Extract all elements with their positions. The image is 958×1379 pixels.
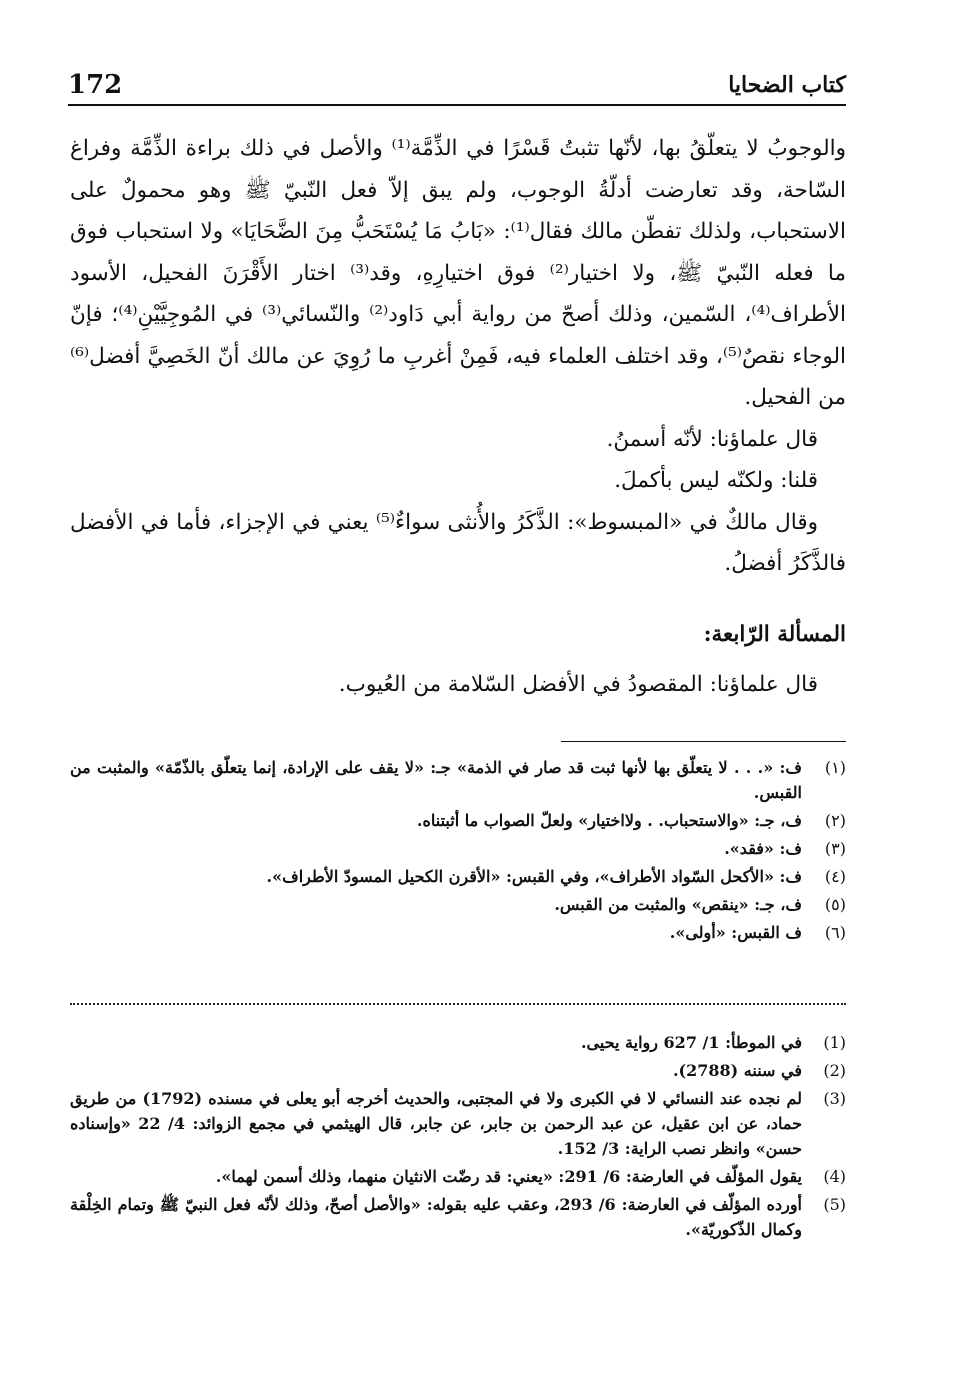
paragraph-1: والوجوبُ لا يتعلّقُ بها، لأنّها تثبتُ قَسْرًا في الذِّمَّة⁽¹⁾ والأصل في ذلك براءة الذِّمَّة وفراغ السّاحة، وقد تعارضت أدلّةُ الوجوب، ولم يبق إلاّ فعل النّبيّ ﷺ وهو محمولٌ على الاستحباب، ولذلك تفطّن مالك فقال⁽¹⁾: «بَابُ مَا يُسْتَحَبُّ مِنَ الضَّحَايَا» ولا استحباب فوق ما فعله النّبيّ ﷺ، ولا اختيار⁽²⁾ فوق اختيارِهِ، وقد⁽³⁾ اختار الأَقْرَنَ الفحيل، الأسود الأطراف⁽⁴⁾، السّمين، وذلك أصحّ من رواية أبي دَاود⁽²⁾ والنّسائي⁽³⁾ في المُوجِيَّيْنِ⁽⁴⁾؛ فإنّ الوجاء نقصٌ⁽⁵⁾، وقد اختلف العلماء فيه، فَمِنْ أغربِ ما رُوِيَ عن مالك أنّ الخَصِيَّ أفضل⁽⁶⁾ من الفحيل. xyxy=(70,136,846,410)
note-number: (٢) xyxy=(824,811,846,830)
variant-note xyxy=(70,808,846,833)
note-text: ف القبس: «أولى». xyxy=(669,923,802,942)
running-title: كتاب الضحايا xyxy=(728,72,846,98)
dotted-separator xyxy=(70,1003,846,1005)
note-number: (٦) xyxy=(824,923,846,942)
variant-notes xyxy=(70,755,846,948)
source-notes xyxy=(70,1030,846,1245)
note-number: (3) xyxy=(823,1089,846,1108)
note-text: ف: «فقد». xyxy=(724,839,802,858)
note-text: يقول المؤلّف في العارضة: 6/ 291: «يعني: قد رضّت الانثيان منهما، وذلك أسمن لهما». xyxy=(215,1167,802,1186)
variant-note xyxy=(70,920,846,945)
note-number: (5) xyxy=(823,1195,846,1214)
main-text xyxy=(70,128,846,585)
note-number: (١) xyxy=(824,758,846,777)
note-text: ف: «. . . لا يتعلّق بها لأنها ثبت قد صار في الذمة» جـ: «لا يقف على الإرادة، إنما يتعلّق بالذّمّة» والمثبت من القبس. xyxy=(70,758,803,802)
source-note xyxy=(70,1058,846,1083)
note-text: في الموطأ: 1/ 627 رواية يحيى. xyxy=(580,1033,802,1052)
header-rule xyxy=(68,104,846,106)
note-number: (4) xyxy=(823,1167,846,1186)
note-text: ف، جـ: «والاستحباب. . ولااختيار» ولعلّ الصواب ما أثبتناه. xyxy=(416,811,802,830)
source-note xyxy=(70,1030,846,1055)
note-number: (٤) xyxy=(824,867,846,886)
note-text: لم نجده عند النسائي لا في الكبرى ولا في المجتبى، والحديث أخرجه أبو يعلى في مسنده (1792) من طريق حماد، عن ابن عقيل، عن عبد الرحمن بن جابر، عن جابر، قال الهيثمي في مجمع الزوائد: 4/ 22 «وإسناده حسن» وانظر نصب الراية: 3/ 152. xyxy=(70,1089,803,1158)
note-number: (٥) xyxy=(824,895,846,914)
source-note xyxy=(70,1086,846,1161)
variant-note xyxy=(70,864,846,889)
note-text: في سننه (2788). xyxy=(672,1061,802,1080)
variant-note xyxy=(70,755,846,805)
note-number: (1) xyxy=(823,1033,846,1052)
paragraph-2: قال علماؤنا: لأنّه أسمنُ. xyxy=(606,426,818,452)
footnote-rule xyxy=(561,741,846,742)
paragraph-5: قال علماؤنا: المقصودُ في الأفضل السّلامة من العُيوب. xyxy=(338,672,818,697)
paragraph-4: وقال مالكٌ في «المبسوط»: الذَّكَرُ والأُنثى سواءٌ⁽⁵⁾ يعني في الإجزاء، فأما في الأفضل فالذَّكَرُ أفضلُ. xyxy=(70,509,846,576)
variant-note xyxy=(70,892,846,917)
source-note xyxy=(70,1192,846,1242)
note-text: أورده المؤلّف في العارضة: 6/ 293، وعقب عليه بقوله: «والأصل أصحّ، وذلك لأنّه فعل النبيّ ﷺ وتمام الخِلْقة وكمال الذّكوريّة». xyxy=(70,1195,802,1239)
section-heading: المسألة الرّابعة: xyxy=(703,622,846,647)
note-number: (٣) xyxy=(824,839,846,858)
note-text: ف: «الأكحل السّواد الأطراف»، وفي القبس: «الأقرن الكحيل المسودّ الأطراف». xyxy=(266,867,802,886)
paragraph-3: قلنا: ولكنّه ليس بأكملَ. xyxy=(614,468,818,493)
note-number: (2) xyxy=(823,1061,846,1080)
page-header xyxy=(68,70,846,104)
source-note xyxy=(70,1164,846,1189)
page-number: 172 xyxy=(68,70,123,100)
variant-note xyxy=(70,836,846,861)
note-text: ف، جـ: «ينقص» والمثبت من القبس. xyxy=(554,895,802,914)
